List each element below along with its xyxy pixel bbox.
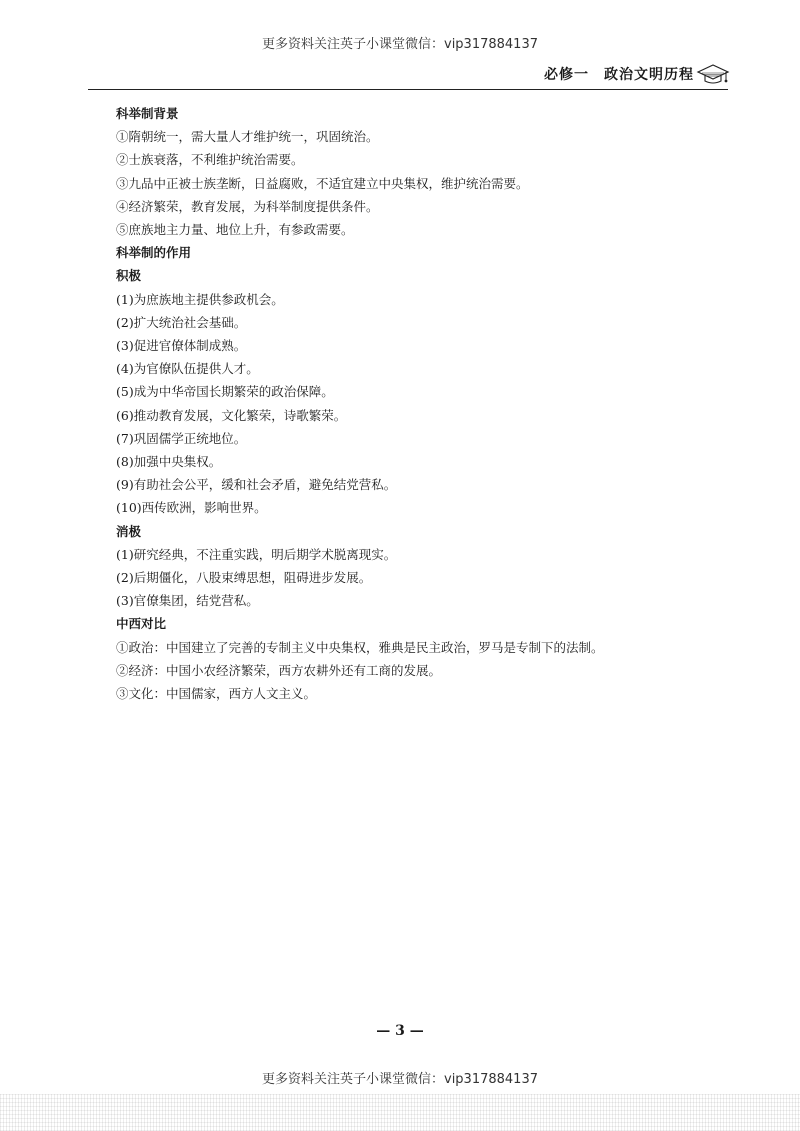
text-line: (3)官僚集团，结党营私。 [116,593,259,609]
text-line: (4)为官僚队伍提供人才。 [116,361,259,377]
watermark-top: 更多资料关注英子小课堂微信：vip317884137 [262,37,538,52]
section-heading: 消极 [116,523,142,539]
section-heading: 科举制的作用 [116,245,192,261]
text-line: (5)成为中华帝国长期繁荣的政治保障。 [116,384,334,400]
text-line: (2)后期僵化，八股束缚思想，阻碍进步发展。 [116,570,372,586]
text-line: ④经济繁荣，教育发展，为科举制度提供条件。 [116,198,379,214]
text-line: (3)促进官僚体制成熟。 [116,338,247,354]
text-line: (1)为庶族地主提供参政机会。 [116,291,284,307]
section-heading: 中西对比 [116,616,167,632]
text-line: (1)研究经典，不注重实践，明后期学术脱离现实。 [116,546,397,562]
text-line: ②经济：中国小农经济繁荣，西方农耕外还有工商的发展。 [116,662,442,678]
scan-noise [0,1094,800,1131]
running-head-title: 必修一 政治文明历程 [544,67,694,83]
text-line: (6)推动教育发展，文化繁荣，诗歌繁荣。 [116,407,347,423]
page-number: — 3 — [376,1023,424,1039]
text-line: (2)扩大统治社会基础。 [116,314,247,330]
running-head [520,62,730,86]
text-line: (8)加强中央集权。 [116,454,222,470]
document-body [116,102,716,705]
text-line: ②士族衰落，不利维护统治需要。 [116,152,304,168]
text-line: (10)西传欧洲，影响世界。 [116,500,267,516]
section-heading: 科举制背景 [116,106,179,121]
text-line: (7)巩固儒学正统地位。 [116,430,247,446]
text-line: (9)有助社会公平，缓和社会矛盾，避免结党营私。 [116,477,397,493]
text-line: ①政治：中国建立了完善的专制主义中央集权，雅典是民主政治，罗马是专制下的法制。 [116,639,604,655]
header-rule [88,89,728,90]
text-line: ⑤庶族地主力量、地位上升，有参政需要。 [116,222,354,238]
graduation-cap-icon [696,62,730,86]
text-line: ③九品中正被士族垄断，日益腐败，不适宜建立中央集权，维护统治需要。 [116,175,529,191]
watermark-bottom: 更多资料关注英子小课堂微信：vip317884137 [262,1072,538,1087]
text-line: ③文化：中国儒家，西方人文主义。 [116,686,317,702]
text-line: ①隋朝统一，需大量人才维护统一，巩固统治。 [116,129,379,145]
section-heading: 积极 [116,268,142,284]
